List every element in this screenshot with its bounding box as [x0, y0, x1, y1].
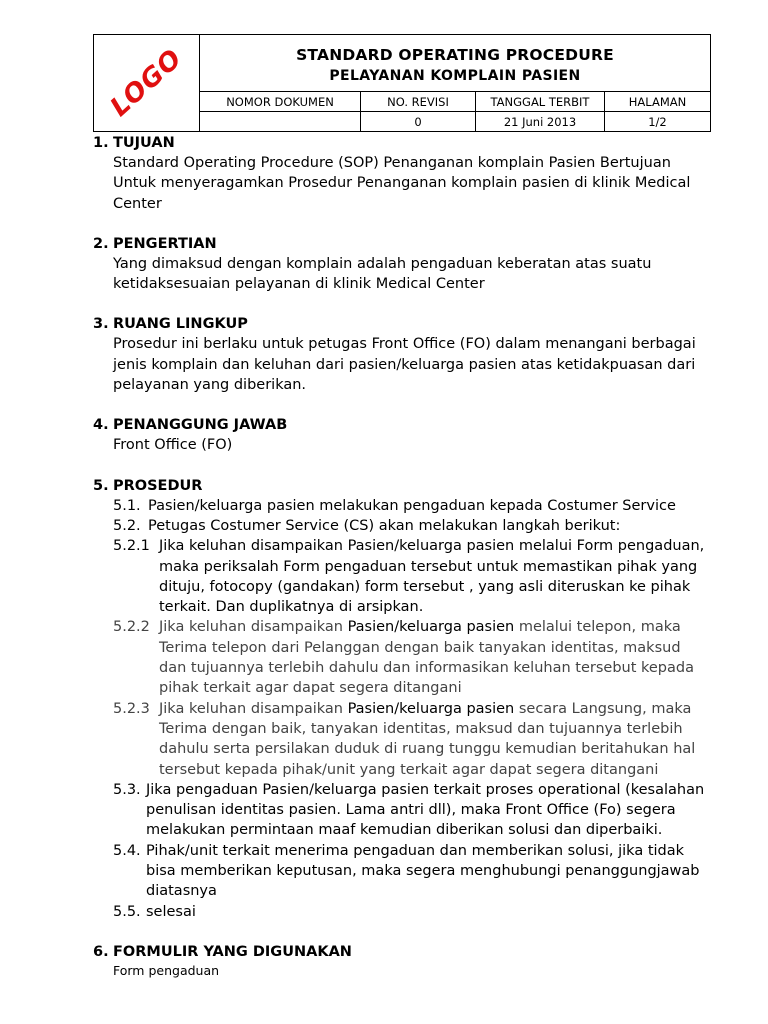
paragraph-line: Untuk menyeragamkan Prosedur Penanganan komplain pasien di klinik Medical — [113, 175, 691, 192]
list-item: 5.2.3 Jika keluhan disampaikan Pasien/keluarga pasien secara Langsung, maka Terima dengan baik, tanyakan identitas, maksud dan tujuannya terlebih dahulu serta persilakan duduk di ruang tunggu kemudian beritahukan hal tersebut kepada pihak/unit yang terkait agar dapat segera ditangani — [113, 700, 696, 778]
paragraph-line: pelayanan yang diberikan. — [113, 377, 307, 394]
paragraph-line: Center — [113, 195, 162, 212]
logo-cell — [94, 35, 200, 132]
logo: LOGO — [104, 43, 189, 123]
list-item: 5.5. selesai — [113, 903, 196, 920]
title-cell — [200, 35, 711, 92]
value-revisi: 0 — [361, 112, 476, 132]
list-item: 5.2.1 Jika keluhan disampaikan Pasien/keluarga pasien melalui Form pengaduan, maka periksalah Form pengaduan tersebut untuk memastikan pihak yang dituju, fotocopy (gandakan) form tersebut , yang asli diteruskan ke pihak terkait. Dan duplikatnya di arsipkan. — [113, 538, 705, 616]
document-title: STANDARD OPERATING PROCEDURE — [296, 46, 614, 64]
column-header-revisi: NO. REVISI — [361, 92, 476, 112]
section-heading: 3. RUANG LINGKUP — [93, 316, 248, 333]
list-item: 5.2. Petugas Costumer Service (CS) akan melakukan langkah berikut: — [113, 517, 621, 534]
column-header-halaman: HALAMAN — [605, 92, 711, 112]
value-nomor — [200, 112, 361, 132]
paragraph-line: Standard Operating Procedure (SOP) Penanganan komplain Pasien Bertujuan — [113, 155, 671, 171]
paragraph-line: ketidaksesuaian pelayanan di klinik Medical Center — [113, 276, 485, 293]
paragraph-line: Front Office (FO) — [113, 437, 233, 454]
section-prosedur — [93, 476, 713, 922]
paragraph-line: Yang dimaksud dengan komplain adalah pengaduan keberatan atas suatu — [113, 255, 652, 272]
section-heading: 4. PENANGGUNG JAWAB — [93, 417, 288, 434]
section-heading: 6. FORMULIR YANG DIGUNAKAN — [93, 943, 352, 960]
value-halaman: 1/2 — [605, 112, 711, 132]
paragraph-line: Prosedur ini berlaku untuk petugas Front Office (FO) dalam menangani berbagai — [113, 336, 696, 353]
document-header-table — [93, 34, 711, 132]
column-header-nomor: NOMOR DOKUMEN — [200, 92, 361, 112]
section-heading: 1. TUJUAN — [93, 135, 175, 151]
paragraph-line: Form pengaduan — [113, 962, 220, 978]
section-penanggung-jawab — [93, 415, 713, 455]
section-pengertian — [93, 234, 713, 295]
section-formulir — [93, 942, 713, 979]
value-tanggal: 21 Juni 2013 — [476, 112, 605, 132]
document-body — [93, 133, 713, 999]
section-tujuan — [93, 133, 713, 214]
section-heading: 5. PROSEDUR — [93, 477, 203, 494]
list-item: 5.1. Pasien/keluarga pasien melakukan pengaduan kepada Costumer Service — [113, 497, 676, 514]
document-subtitle: PELAYANAN KOMPLAIN PASIEN — [329, 68, 581, 84]
paragraph-line: jenis komplain dan keluhan dari pasien/keluarga pasien atas ketidakpuasan dari — [113, 356, 696, 373]
list-item: 5.2.2 Jika keluhan disampaikan Pasien/keluarga pasien melalui telepon, maka Terima telepon dari Pelanggan dengan baik tanyakan identitas, maksud dan tujuannya terlebih dahulu dan informasikan keluhan tersebut kepada pihak terkait agar dapat segera ditangani — [113, 619, 694, 697]
list-item: 5.3. Jika pengaduan Pasien/keluarga pasien terkait proses operational (kesalahan penulisan identitas pasien. Lama antri dll), maka Front Office (Fo) segera melakukan permintaan maaf kemudian diberikan solusi dan diperbaiki. — [113, 781, 705, 839]
section-ruang-lingkup — [93, 314, 713, 395]
list-item: 5.4. Pihak/unit terkait menerima pengaduan dan memberikan solusi, jika tidak bisa memberikan keputusan, maka segera menghubungi penanggungjawab diatasnya — [113, 842, 700, 900]
column-header-tanggal: TANGGAL TERBIT — [476, 92, 605, 112]
section-heading: 2. PENGERTIAN — [93, 235, 217, 252]
